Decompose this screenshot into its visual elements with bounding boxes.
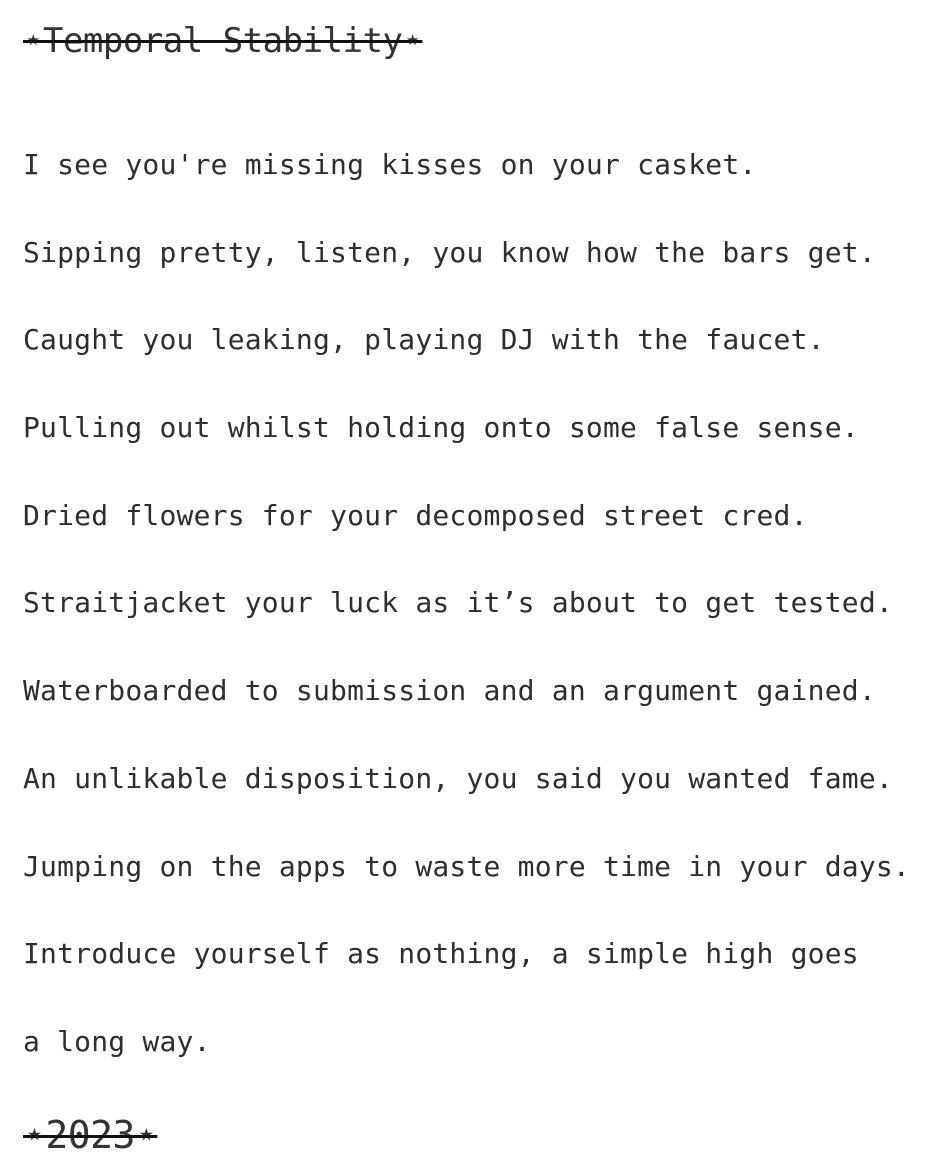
poem-line: Introduce yourself as nothing, a simple high goes <box>23 937 859 971</box>
poem-line: I see you're missing kisses on your casket. <box>23 148 757 181</box>
poem-line: Sipping pretty, listen, you know how the bars get. <box>23 235 876 269</box>
poem-line: Jumping on the apps to waste more time in your days. <box>23 849 910 883</box>
poem-line: Caught you leaking, playing DJ with the faucet. <box>23 323 825 357</box>
poem-body <box>23 145 910 1110</box>
poem-line: An unlikable disposition, you said you wanted fame. <box>23 761 893 795</box>
poem-line: Waterboarded to submission and an argument gained. <box>23 674 876 708</box>
poem-year: ⋆2023⋆ <box>23 1113 158 1157</box>
poem-title: ⋆Temporal Stability⋆ <box>23 21 423 61</box>
poem-line: Pulling out whilst holding onto some false sense. <box>23 411 859 445</box>
poem-line: a long way. <box>23 1024 211 1058</box>
poem-line: Straitjacket your luck as it’s about to get tested. <box>23 586 893 620</box>
poem-line: Dried flowers for your decomposed street cred. <box>23 498 808 532</box>
